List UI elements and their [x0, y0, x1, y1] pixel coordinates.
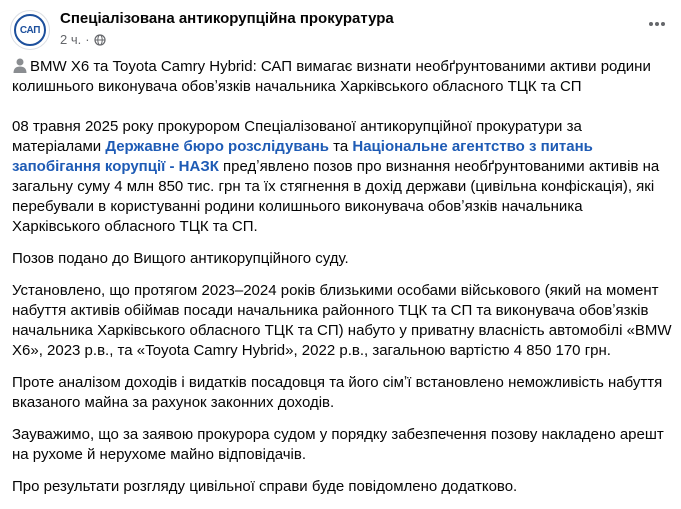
person-silhouette-icon	[12, 57, 28, 73]
post-body	[12, 57, 672, 509]
post-paragraph-4: Проте аналізом доходів і видатків посадовця та його сімʼї встановлено неможливість набуття вказаного майна за рахунок законних доходів.	[12, 374, 663, 411]
post-header	[10, 8, 671, 52]
post-headline-paragraph	[12, 57, 672, 97]
post-paragraph-1	[12, 117, 672, 237]
page-avatar[interactable]	[10, 10, 50, 50]
sap-logo	[14, 14, 46, 46]
post-meta	[60, 32, 106, 47]
avatar-logo-text: САП	[19, 24, 41, 36]
page-name-link[interactable]: Спеціалізована антикорупційна прокуратура	[60, 10, 394, 27]
more-options-icon[interactable]	[645, 12, 669, 36]
dbr-page-link[interactable]: Державне бюро розслідувань	[105, 138, 329, 155]
globe-icon[interactable]	[94, 34, 106, 46]
post-paragraph-5: Зауважимо, що за заявою прокурора судом у порядку забезпечення позову накладено арешт на рухоме й нерухоме майно відповідачів.	[12, 426, 664, 463]
p1-text-a: 08 травня 2025 року прокурором Спеціалізованої антикорупційної прокуратури за матеріалами	[12, 118, 582, 155]
post-paragraph-2: Позов подано до Вищого антикорупційного суду.	[12, 250, 349, 267]
post-paragraph-3: Установлено, що протягом 2023–2024 років близькими особами військового (який на момент набуття активів обіймав посади начальника районного ТЦК та СП та виконувача обовʼязків начальника Харківського обласного ТЦК та СП) набуто у приватну власність автомобілі «BMW Х6», 2023 р.в., та «Toyota Camry Hybrid», 2022 р.в., загальною вартістю 4 850 170 грн.	[12, 282, 672, 359]
p1-text-c: предʼявлено позов про визнання необґрунтованими активів на загальну суму 4 млн 850 тис. грн та їх стягнення в дохід держави (цивільна конфіскація), які перебували в користуванні родини колишнього виконувача обовʼязків начальника Харківського обласного ТЦК та СП.	[12, 158, 660, 235]
nazk-page-link[interactable]: Національне агентство з питань запобігання корупції - НАЗК	[12, 138, 593, 175]
post-paragraph-6: Про результати розгляду цивільної справи буде повідомлено додатково.	[12, 478, 518, 495]
p1-text-b: та	[328, 138, 353, 155]
meta-separator: ·	[85, 32, 90, 47]
post-timestamp[interactable]: 2 ч.	[60, 32, 82, 47]
post-headline: BMW X6 та Toyota Camry Hybrid: САП вимагає визнати необґрунтованими активи родини колишнього виконувача обовʼязків начальника Харківського обласного ТЦК та СП	[12, 58, 651, 95]
